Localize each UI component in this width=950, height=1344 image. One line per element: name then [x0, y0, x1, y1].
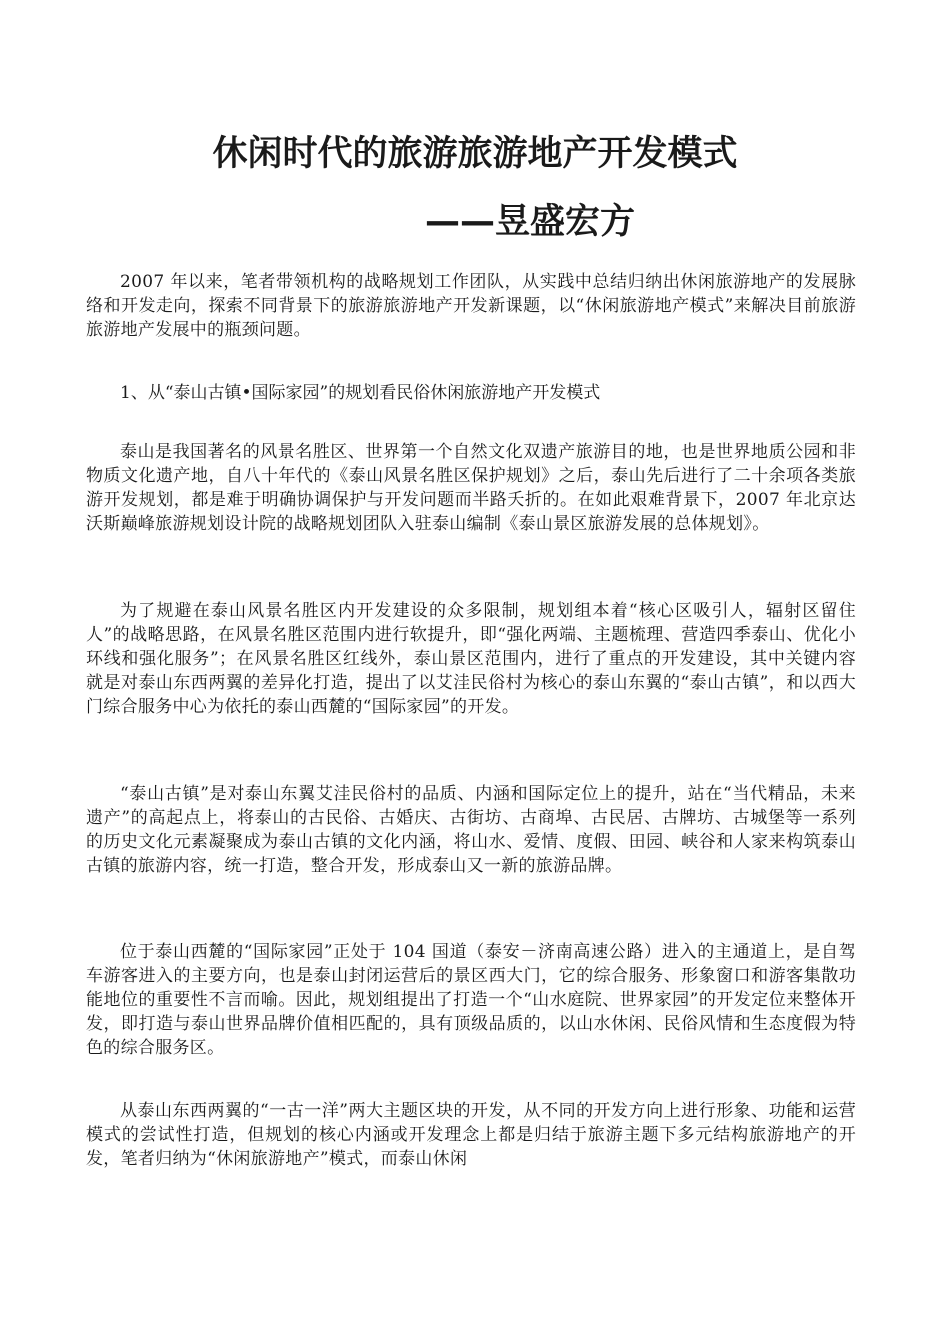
- paragraph-taishan-background: 泰山是我国著名的风景名胜区、世界第一个自然文化双遗产旅游目的地，也是世界地质公园和非物质文化遗产地，自八十年代的《泰山风景名胜区保护规划》之后，泰山先后进行了二十余项各类旅游开发规划，都是难于明确协调保护与开发问题而半路夭折的。在如此艰难背景下，2007 年北京达沃斯巅峰旅游规划设计院的战略规划团队入驻泰山编制《泰山景区旅游发展的总体规划》。: [86, 442, 856, 534]
- paragraph-intro: 2007 年以来，笔者带领机构的战略规划工作团队，从实践中总结归纳出休闲旅游地产的发展脉络和开发走向，探索不同背景下的旅游旅游地产开发新课题，以“休闲旅游地产模式”来解决目前旅游旅游地产发展中的瓶颈问题。: [86, 272, 856, 340]
- paragraph-summary: 从泰山东西两翼的“一古一洋”两大主题区块的开发，从不同的开发方向上进行形象、功能和运营模式的尝试性打造，但规划的核心内涵或开发理念上都是归结于旅游主题下多元结构旅游地产的开发，笔者归纳为“休闲旅游地产”模式，而泰山休闲: [86, 1101, 856, 1169]
- document-author: ——昱盛宏方: [425, 202, 636, 242]
- paragraph-international-home: 位于泰山西麓的“国际家园”正处于 104 国道（泰安－济南高速公路）进入的主通道上，是自驾车游客进入的主要方向，也是泰山封闭运营后的景区西大门，它的综合服务、形象窗口和游客集散功能地位的重要性不言而喻。因此，规划组提出了打造一个“山水庭院、世界家园”的开发定位来整体开发，即打造与泰山世界品牌价值相匹配的，具有顶级品质的，以山水休闲、民俗风情和生态度假为特色的综合服务区。: [86, 942, 856, 1058]
- document-title: 休闲时代的旅游旅游地产开发模式: [212, 134, 738, 174]
- section-heading-1: 1、从“泰山古镇•国际家园”的规划看民俗休闲旅游地产开发模式: [120, 383, 601, 403]
- paragraph-planning-strategy: 为了规避在泰山风景名胜区内开发建设的众多限制，规划组本着“核心区吸引人，辐射区留住人”的战略思路，在风景名胜区范围内进行软提升，即“强化两端、主题梳理、营造四季泰山、优化小环线和强化服务”；在风景名胜区红线外，泰山景区范围内，进行了重点的开发建设，其中关键内容就是对泰山东西两翼的差异化打造，提出了以艾洼民俗村为核心的泰山东翼的“泰山古镇”，和以西大门综合服务中心为依托的泰山西麓的“国际家园”的开发。: [86, 601, 856, 717]
- paragraph-ancient-town: “泰山古镇”是对泰山东翼艾洼民俗村的品质、内涵和国际定位上的提升，站在“当代精品，未来遗产”的高起点上，将泰山的古民俗、古婚庆、古街坊、古商埠、古民居、古牌坊、古城堡等一系列的历史文化元素凝聚成为泰山古镇的文化内涵，将山水、爱情、度假、田园、峡谷和人家来构筑泰山古镇的旅游内容，统一打造，整合开发，形成泰山又一新的旅游品牌。: [86, 784, 856, 876]
